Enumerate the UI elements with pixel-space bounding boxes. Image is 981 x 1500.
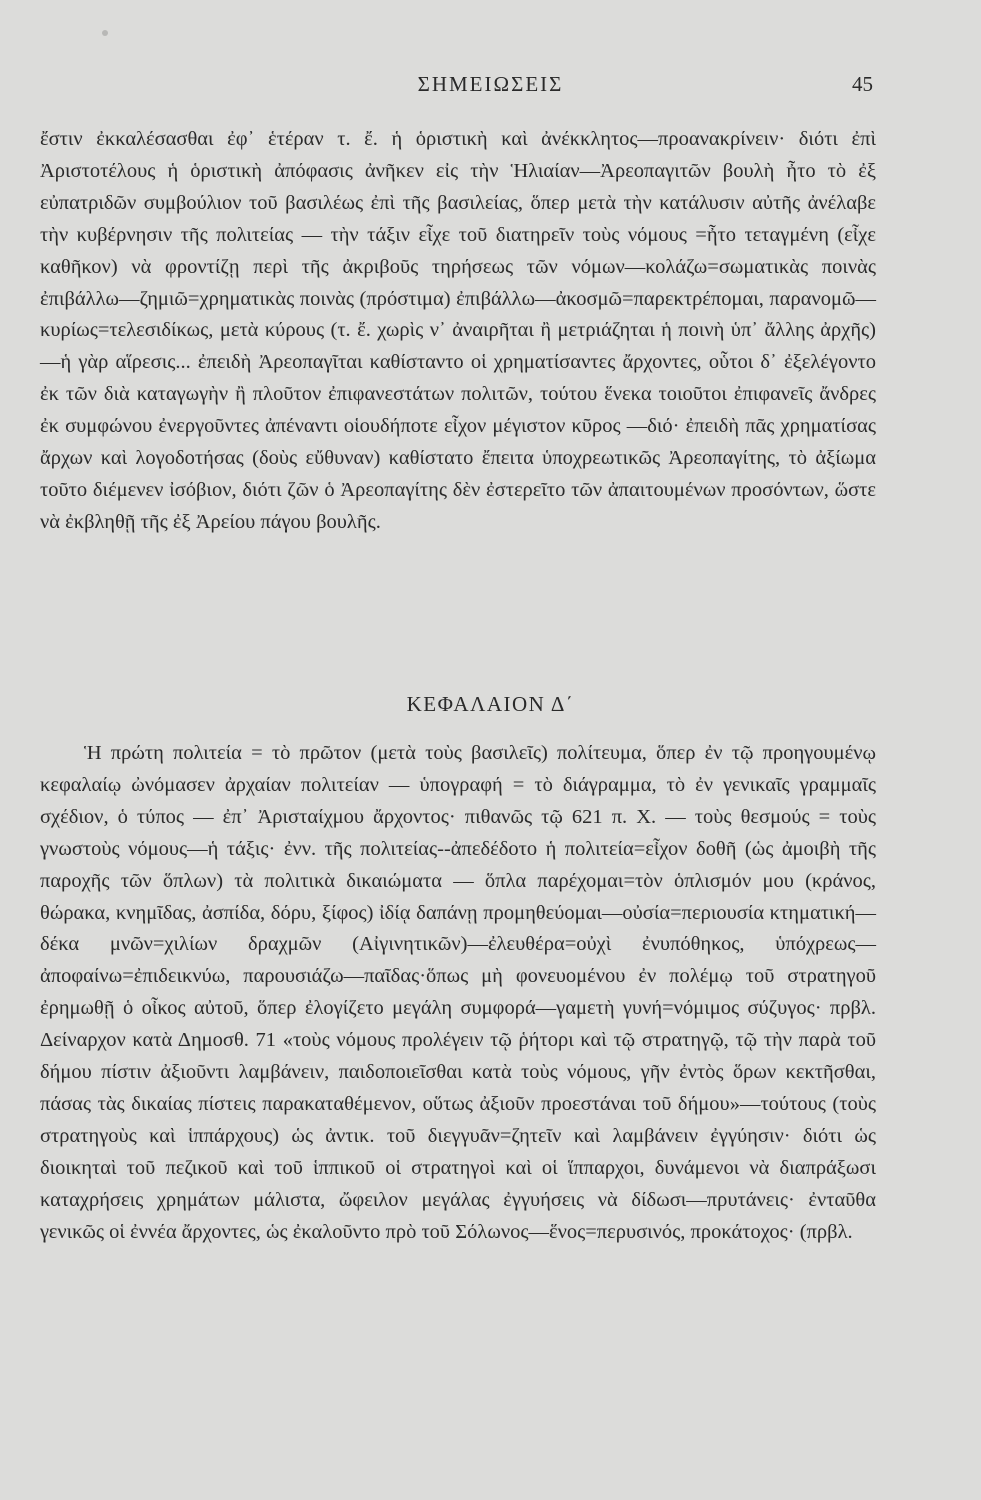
chapter-notes-paragraph: Ἡ πρώτη πολιτεία = τὸ πρῶτον (μετὰ τοὺς βασιλεῖς) πολίτευμα, ὅπερ ἐν τῷ προηγουμένῳ κεφαλαίῳ ὠνόμασεν ἀρχαίαν πολιτείαν — ὑπογραφή = τὸ διάγραμμα, τὸ ἐν γενικαῖς γραμμαῖς σχέδιον, ὁ τύπος — ἐπ᾽ Ἀρισταίχμου ἄρχοντος· πιθανῶς τῷ 621 π. Χ. — τοὺς θεσμούς = τοὺς γνωστοὺς νόμους—ἡ τάξις· ἐνν. τῆς πολιτείας--ἀπεδέδοτο ἡ πολιτεία=εἶχον δοθῆ (ὡς ἀμοιβὴ τῆς παροχῆς τῶν ὅπλων) τὰ πολιτικὰ δικαιώματα — ὅπλα παρέχομαι=τὸν ὁπλισμόν μου (κράνος, θώρακα, κνημῖδας, ἀσπίδα, δόρυ, ξίφος) ἰδίᾳ δαπάνῃ προμηθεύομαι—οὐσία=περιουσία κτηματική—δέκα μνῶν=χιλίων δραχμῶν (Αἰγινητικῶν)—ἐλευθέρα=οὐχὶ ἐνυπόθηκος, ὑπόχρεως—ἀποφαίνω=ἐπιδεικνύω, παρουσιάζω—παῖδας·ὅπως μὴ φονευομένου ἐν πολέμῳ τοῦ στρατηγοῦ ἐρημωθῇ ὁ οἶκος αὐτοῦ, ὅπερ ἐλογίζετο μεγάλη συμφορά—γαμετὴ γυνή=νόμιμος σύζυγος· πρβλ. Δείναρχον κατὰ Δημοσθ. 71 «τοὺς νόμους προλέγειν τῷ ῥήτορι καὶ τῷ στρατηγῷ, τῷ τὴν παρὰ τοῦ δήμου πίστιν ἀξιοῦντι λαμβάνειν, παιδοποιεῖσθαι κατὰ τοὺς νόμους, γῆν ἐντὸς ὅρων κεκτῆσθαι, πάσας τὰς δικαίας πίστεις παρακαταθέμενον, οὕτως ἀξιοῦν προεστάναι τοῦ δήμου»—τούτους (τοὺς στρατηγοὺς καὶ ἱππάρχους) ὡς ἀντικ. τοῦ διεγγυᾶν=ζητεῖν καὶ λαμβάνειν ἐγγύησιν· διότι ὡς διοικηταὶ τοῦ πεζικοῦ καὶ τοῦ ἱππικοῦ οἱ στρατηγοὶ καὶ οἱ ἵππαρχοι, δυνάμενοι νὰ διαπράξωσι καταχρήσεις χρημάτων μάλιστα, ὤφειλον μεγάλας ἐγγυήσεις νὰ δίδωσι—πρυτάνεις· ἐνταῦθα γενικῶς οἱ ἐννέα ἄρχοντες, ὡς ἐκαλοῦντο πρὸ τοῦ Σόλωνος—ἕνος=περυσινός, προκάτοχος· (πρβλ. [40,742,876,1243]
running-head: ΣΗΜΕΙΩΣΕΙΣ [417,72,564,96]
page-speck [102,30,108,36]
page-number: 45 [852,72,873,96]
page-header [0,72,981,102]
notes-paragraph-continued: ἔστιν ἐκκαλέσασθαι ἐφ᾽ ἑτέραν τ. ἔ. ἡ ὁριστικὴ καὶ ἀνέκκλητος—προανακρίνειν· διότι ἐπὶ Ἀριστοτέλους ἡ ὁριστικὴ ἀπόφασις ἀνῆκεν εἰς τὴν Ἡλιαίαν—Ἀρεοπαγιτῶν βουλὴ ἦτο τὸ ἐξ εὐπατριδῶν συμβούλιον τοῦ βασιλέως ἐπὶ τῆς βασιλείας, ὅπερ μετὰ τὴν κατάλυσιν αὐτῆς ἀνέλαβε τὴν κυβέρνησιν τῆς πολιτείας — τὴν τάξιν εἶχε τοῦ διατηρεῖν τοὺς νόμους =ἦτο τεταγμένη (εἶχε καθῆκον) νὰ φροντίζῃ περὶ τῆς ἀκριβοῦς τηρήσεως τῶν νόμων—κολάζω=σωματικὰς ποινὰς ἐπιβάλλω—ζημιῶ=χρηματικὰς ποινὰς (πρόστιμα) ἐπιβάλλω—ἀκοσμῶ=παρεκτρέπομαι, παρανομῶ—κυρίως=τελεσιδίκως, μετὰ κύρους (τ. ἔ. χωρὶς ν᾽ ἀναιρῆται ἢ μετριάζηται ἡ ποινὴ ὑπ᾽ ἄλλης ἀρχῆς)—ἡ γὰρ αἵρεσις... ἐπειδὴ Ἀρεοπαγῖται καθίσταντο οἱ χρηματίσαντες ἄρχοντες, οὗτοι δ᾽ ἐξελέγοντο ἐκ τῶν διὰ καταγωγὴν ἢ πλοῦτον ἐπιφανεστάτων πολιτῶν, τούτου ἕνεκα τοιοῦτοι ἐπιφανεῖς ἄνδρες ἐκ συμφώνου ἐνεργοῦντες ἀπέναντι οἱουδήποτε εἶχον μέγιστον κῦρος —διό· ἐπειδὴ πᾶς χρηματίσας ἄρχων καὶ λογοδοτήσας (δοὺς εὔθυναν) καθίστατο ἔπειτα ὑποχρεωτικῶς Ἀρεοπαγίτης, τὸ ἀξίωμα τοῦτο διέμενεν ἰσόβιον, διότι ζῶν ὁ Ἀρεοπαγίτης δὲν ἐστερεῖτο τῶν ἀπαιτουμένων προσόντων, ὥστε νὰ ἐκβληθῇ τῆς ἐξ Ἀρείου πάγου βουλῆς. [40,128,876,533]
chapter-heading: ΚΕΦΑΛΑΙΟΝ Δ΄ [406,692,575,716]
